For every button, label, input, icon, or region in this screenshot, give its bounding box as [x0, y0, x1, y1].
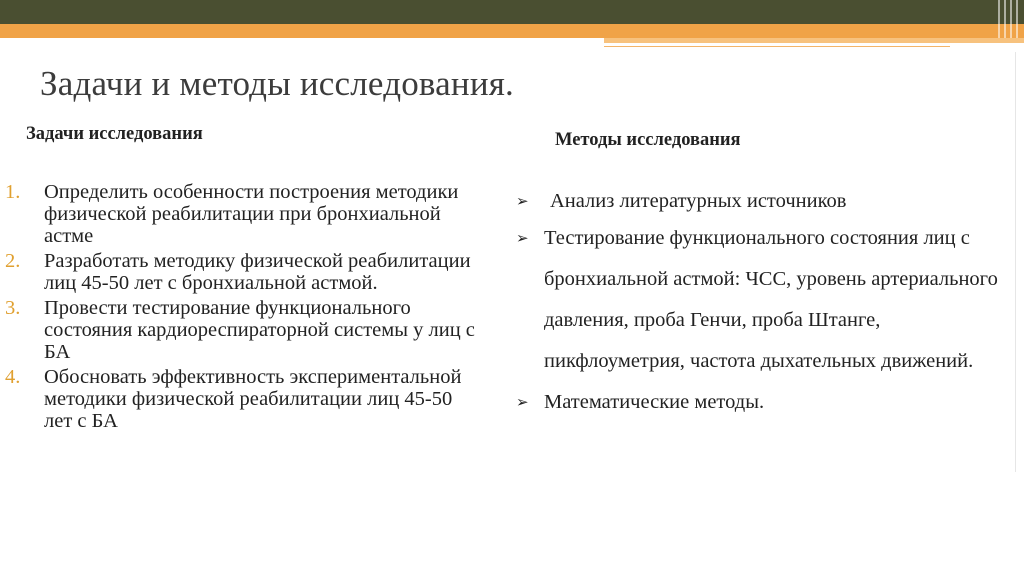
task-number: 3. [5, 297, 21, 319]
task-item [5, 250, 485, 294]
accent-bar [0, 24, 1024, 38]
method-item [516, 184, 1016, 218]
task-item [5, 366, 485, 432]
task-number: 4. [5, 366, 21, 388]
task-item [5, 181, 485, 247]
top-decorative-bar [0, 0, 1024, 24]
slide-title: Задачи и методы исследования. [40, 64, 515, 103]
arrow-bullet-icon: ➢ [516, 393, 529, 411]
methods-heading: Методы исследования [555, 130, 741, 150]
task-item [5, 297, 485, 363]
decorative-stripes [994, 0, 1024, 38]
task-text: Провести тестирование функционального состояния кардиореспираторной системы у лиц с БА [44, 297, 475, 363]
tasks-list [5, 181, 485, 435]
arrow-bullet-icon: ➢ [516, 192, 529, 210]
task-number: 2. [5, 250, 21, 272]
task-text: Обосновать эффективность экспериментальной методики физической реабилитации лиц 45-50 лет с БА [44, 366, 462, 432]
method-item [516, 382, 1016, 423]
methods-list [516, 184, 1016, 423]
task-text: Разработать методику физической реабилитации лиц 45-50 лет с бронхиальной астмой. [44, 250, 471, 294]
method-text: Тестирование функционального состояния лиц с бронхиальной астмой: ЧСС, уровень артериального давления, проба Генчи, проба Штанге, пикфлоуметрия, частота дыхательных движений. [544, 227, 998, 372]
arrow-bullet-icon: ➢ [516, 229, 529, 247]
accent-thin-line [604, 46, 950, 47]
task-number: 1. [5, 181, 21, 203]
method-item [516, 218, 1016, 382]
method-text: Анализ литературных источников [550, 190, 847, 212]
task-text: Определить особенности построения методики физической реабилитации при бронхиальной астме [44, 181, 459, 247]
method-text: Математические методы. [544, 391, 765, 413]
accent-line [604, 38, 1024, 43]
tasks-heading: Задачи исследования [26, 124, 203, 144]
